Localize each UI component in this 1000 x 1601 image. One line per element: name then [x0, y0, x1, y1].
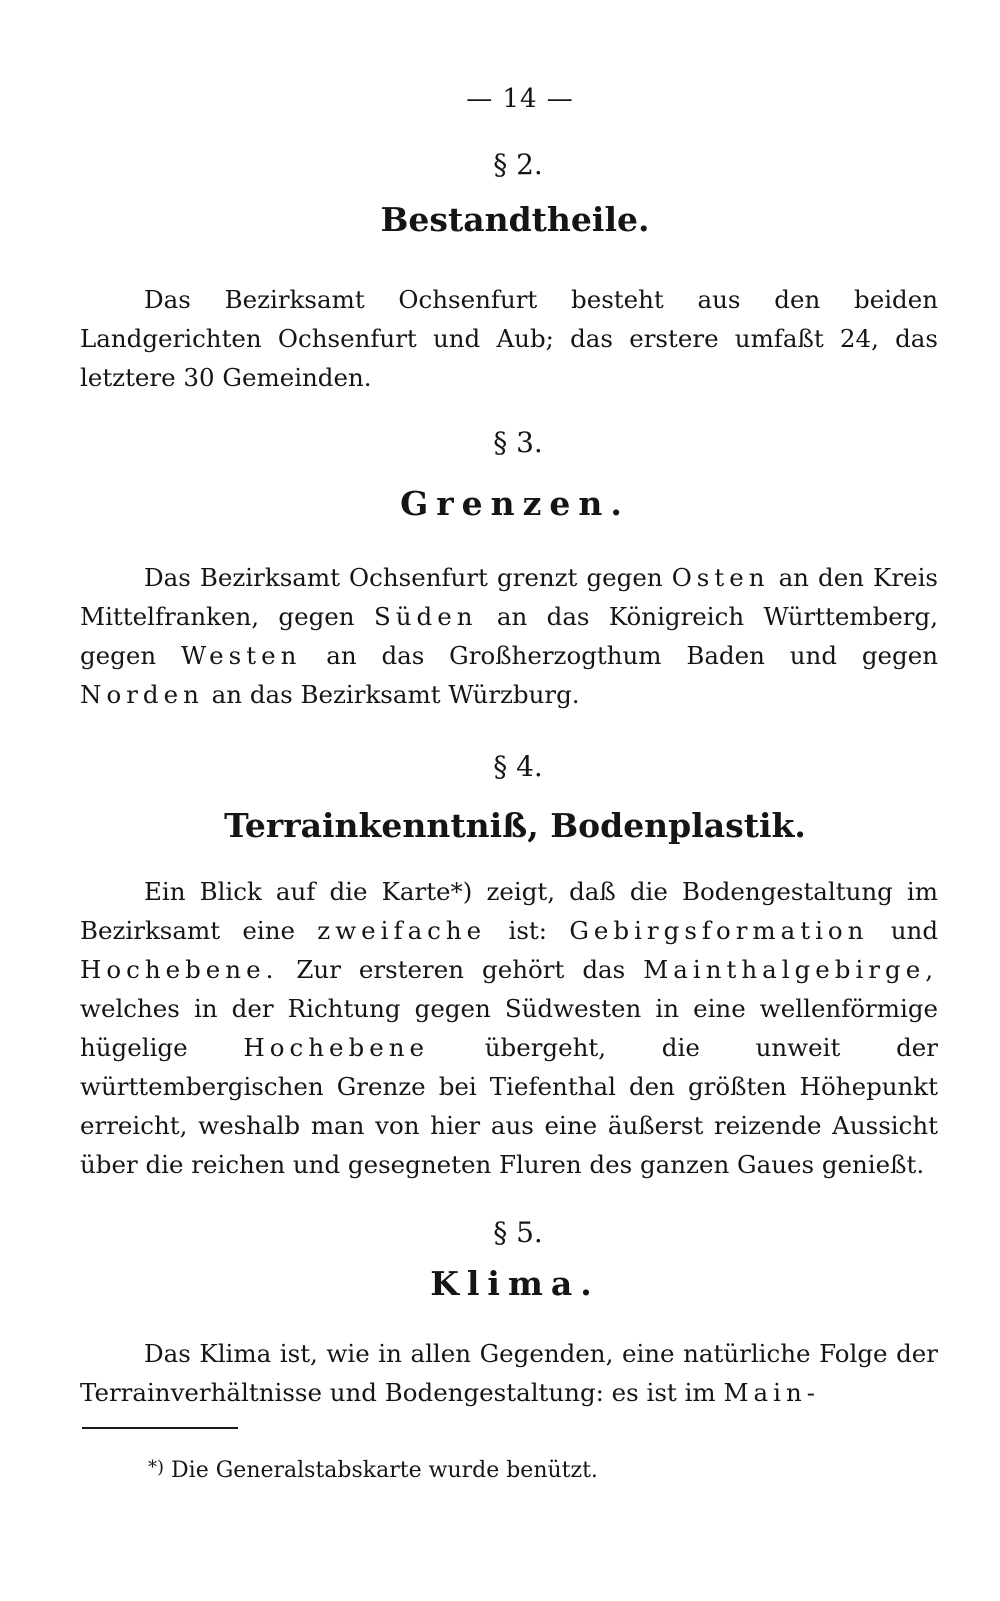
section-heading-terrainkenntniss: Terrainkenntniß, Bodenplastik. — [224, 806, 806, 845]
footnote-marker: *) — [148, 1457, 165, 1478]
section-heading-bestandtheile: Bestandtheile. — [380, 200, 650, 239]
emphasis-osten: Osten — [671, 563, 770, 592]
emphasis-hochebene-2: Hochebene — [243, 1033, 429, 1062]
section-paragraph-bestandtheile: Das Bezirksamt Ochsenfurt besteht aus den beiden Landgerichten Ochsenfurt und Aub; das erstere umfaßt 24, das letztere 30 Gemeinden. — [80, 285, 938, 392]
section-heading-klima: Klima. — [430, 1264, 600, 1303]
section-paragraph-grenzen: Das Bezirksamt Ochsenfurt grenzt gegen Osten an den Kreis Mittelfranken, gegen Süden an das Königreich Württemberg, gegen Westen an das Großherzogthum Baden und gegen Norden an das Bezirksamt Würzburg. — [80, 563, 938, 709]
section-paragraph-terrainkenntniss: Ein Blick auf die Karte*) zeigt, daß die Bodengestaltung im Bezirksamt eine zweifache ist: Gebirgsformation und Hochebene. Zur ersteren gehört das Mainthalgebirge, welches in der Richtung gegen Südwesten in eine wellenförmige hügelige Hochebene übergeht, die unweit der württembergischen Grenze bei Tiefenthal den größten Höhepunkt erreicht, weshalb man von hier aus eine äußerst reizende Aussicht über die reichen und gesegneten Fluren des ganzen Gaues genießt. — [80, 877, 939, 1179]
footnote-text: Die Generalstabskarte wurde benützt. — [171, 1458, 598, 1483]
emphasis-norden: Norden — [80, 680, 204, 709]
emphasis-sueden: Süden — [373, 602, 478, 631]
section-paragraph-klima: Das Klima ist, wie in allen Gegenden, eine natürliche Folge der Terrainverhältnisse und Bodengestaltung: es ist im Main- — [80, 1339, 938, 1407]
emphasis-main: Main- — [723, 1378, 821, 1407]
emphasis-hochebene: Hochebene. — [80, 955, 279, 984]
section-mark-2: § 2. — [493, 148, 543, 181]
footnote — [148, 1452, 948, 1487]
section-mark-5: § 5. — [493, 1216, 543, 1249]
section-mark-3: § 3. — [493, 426, 543, 459]
page-number: — 14 — — [466, 84, 574, 114]
emphasis-westen: Westen — [181, 641, 302, 670]
emphasis-zweifache: zweifache — [317, 916, 487, 945]
section-mark-4: § 4. — [493, 750, 543, 783]
footnote-rule — [82, 1427, 238, 1429]
emphasis-gebirgsformation: Gebirgsformation — [569, 916, 869, 945]
emphasis-mainthalgebirge: Mainthalgebirge, — [643, 955, 938, 984]
section-heading-grenzen: Grenzen. — [400, 484, 630, 523]
